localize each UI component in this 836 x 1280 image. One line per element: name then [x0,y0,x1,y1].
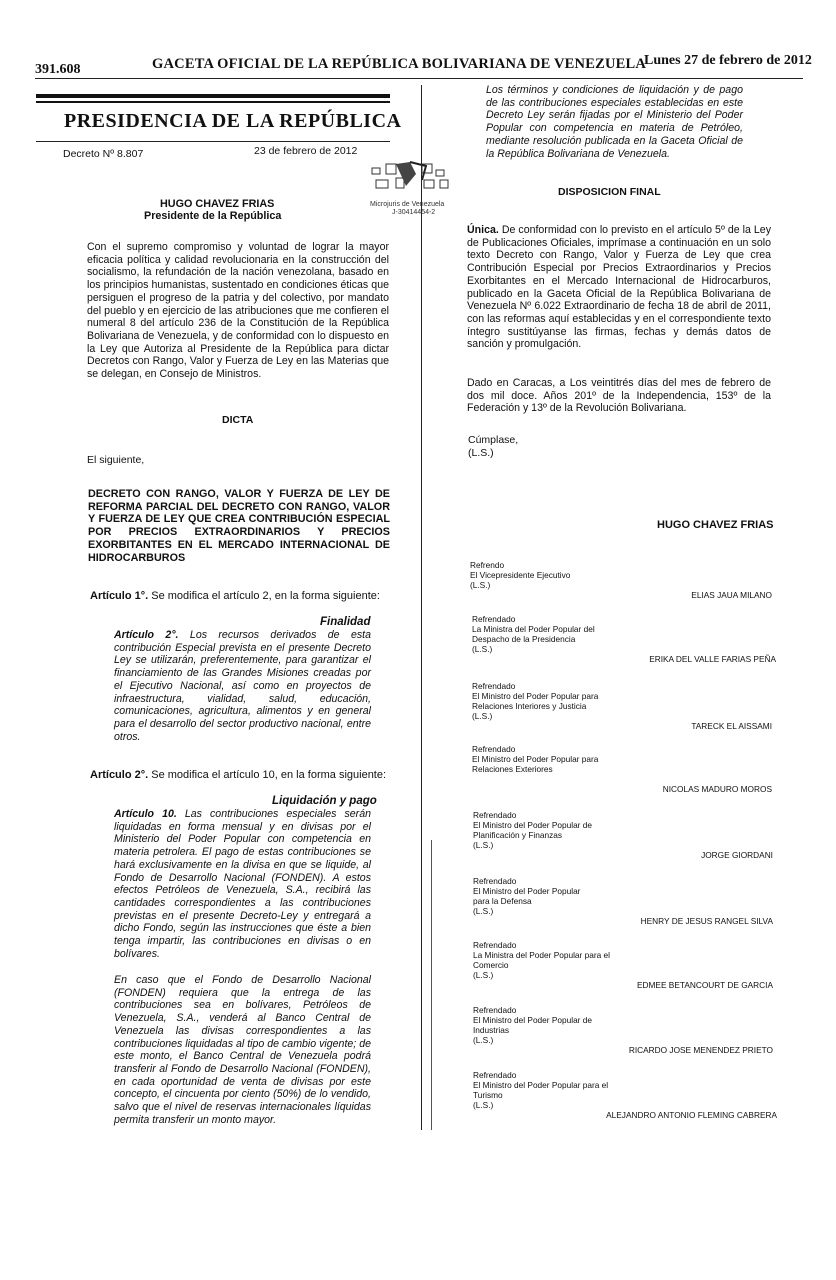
decree-number: Decreto Nº 8.807 [63,148,144,160]
cumplase: Cúmplase, [468,434,519,446]
article-2-intro: Artículo 2°. Se modifica el artículo 10, en la forma siguiente: [90,769,387,781]
section-rule-bottom [36,141,390,142]
stamp-caption: Microjuris de Venezuela J-30414454-2 [370,201,445,216]
section-title: PRESIDENCIA DE LA REPÚBLICA [64,110,402,132]
article-2-body-1: Artículo 10. Las contribuciones especiales serán liquidadas en forma mensual y en divisas por el Ministerio del Poder Popular con competencia en materia petrolera. El pago de estas contribuciones se hará exclusivamente en la divisa en que se liquide, al Fondo de Desarrollo Nacional (FONDEN). A estos efectos Petróleos de Venezuela, S.A., recibirá las cantidades correspondientes a las contribuciones previstas en el presente Decreto-Ley y entregará a dicho Fondo, según las instrucciones que éste a bien tenga impartir, las contribuciones en divisas o en bolívares. [114,808,371,960]
preamble: Con el supremo compromiso y voluntad de lograr la mayor eficacia política y calidad revolucionaria en la construcción del socialismo, la refundación de la nación venezolana, basado en los principios humanistas, sustentado en condiciones éticas que persiguen el progreso de la patria y del colectivo, por mandato del pueblo y en ejercicio de las atribuciones que me confieren el numeral 8 del artículo 236 de la Constitución de la República Bolivariana de Venezuela, y de conformidad con lo dispuesto en la Ley que Autoriza al Presidente de la República para dictar Decretos con Rango, Valor y Fuerza de Ley en las Materias que se delegan, en Consejo de Ministros. [87,241,389,381]
countersignature: Refrendado El Ministro del Poder Popular de Industrias (L.S.) RICARDO JOSE MENENDEZ PRIETO [473,1005,773,1055]
column-divider [421,85,422,1130]
article-1-heading: Finalidad [320,616,371,628]
el-siguiente: El siguiente, [87,454,145,466]
countersignature: Refrendado El Ministro del Poder Popular para Relaciones Interiores y Justicia (L.S.) TARECK EL AISSAMI [472,681,772,731]
column-divider-secondary [431,840,432,1130]
article-2-body-2: En caso que el Fondo de Desarrollo Nacional (FONDEN) requiera que la entrega de las contribuciones sea en bolívares, Petróleos de Venezuela, S.A., venderá al Banco Central de Venezuela las divisas correspondientes a las contribuciones liquidadas al tipo de cambio vigente; de este monto, el Banco Central de Venezuela podrá transferir al Fondo de Desarrollo Nacional (FONDEN), en cada oportunidad de venta de divisas por este concepto, el cincuenta por ciento (50%) de lo vendido, salvo que el nivel de reservas internacionales líquidas permita transferir un monto mayor. [114,974,371,1126]
countersignature: Refrendado El Ministro del Poder Popular para la Defensa (L.S.) HENRY DE JESUS RANGEL SILVA [473,876,773,926]
countersignature: Refrendado El Ministro del Poder Popular de Planificación y Finanzas (L.S.) JORGE GIORDANI [473,810,773,860]
countersignature: Refrendado La Ministra del Poder Popular para el Comercio (L.S.) EDMEE BETANCOURT DE GARCIA [473,940,773,990]
gazette-title: GACETA OFICIAL DE LA REPÚBLICA BOLIVARIANA DE VENEZUELA [152,56,647,72]
countersignature: Refrendado El Ministro del Poder Popular para Relaciones Exteriores NICOLAS MADURO MOROS [472,744,772,794]
article-1-body: Artículo 2°. Los recursos derivados de esta contribución Especial prevista en el presente Decreto Ley se utilizarán, preferentemente, para garantizar el financiamiento de las Grandes Misiones creadas por el Ejecutivo Nacional, así como en proyectos de infraestructura, vialidad, salud, educación, comunicaciones, agricultura, alimentos y en general para el desarrollo del sector productivo nacional, entre otros. [114,629,371,743]
article-2-body-3: Los términos y condiciones de liquidación y de pago de las contribuciones especiales establecidas en este Decreto Ley serán fijadas por el Ministerio del Poder Popular con competencia en materia de Petróleo, mediante resolución publicada en la Gaceta Oficial de la República Bolivariana de Venezuela. [486,84,743,160]
president-name: HUGO CHAVEZ FRIAS [160,198,275,210]
ls-seal-mark: (L.S.) [468,447,494,459]
dado-en-caracas: Dado en Caracas, a Los veintitrés días del mes de febrero de dos mil doce. Años 201º de la Independencia, 153º de la Federación y 13º de la Revolución Bolivariana. [467,377,771,415]
final-provision-heading: DISPOSICION FINAL [558,186,661,198]
gazette-date: Lunes 27 de febrero de 2012 [644,53,812,68]
president-title: Presidente de la República [144,210,282,222]
dicta-heading: DICTA [222,414,254,426]
unica-provision: Única. De conformidad con lo previsto en el artículo 5º de la Ley de Publicaciones Oficiales, imprímase a continuación en un solo texto Decreto con Rango, Valor y Fuerza de Ley que crea Contribución Especial por Precios Extraordinarios y Precios Exorbitantes en el Mercado Internacional de Hidrocarburos, publicado en la Gaceta Oficial de la República Bolivariana de Venezuela Nº 6.022 Extraordinario de fecha 18 de abril de 2011, con las reformas aquí establecidas y en el correspondiente texto íntegro sustitúyanse las firmas, fechas y demás datos de sanción y promulgación. [467,224,771,351]
section-rule-thin [36,101,390,103]
countersignature: Refrendado La Ministra del Poder Popular del Despacho de la Presidencia (L.S.) ERIKA DEL VALLE FARIAS PEÑA [472,614,776,664]
countersignature: Refrendado El Ministro del Poder Popular para el Turismo (L.S.) ALEJANDRO ANTONIO FLEMING CABRERA [473,1070,777,1120]
law-title: DECRETO CON RANGO, VALOR Y FUERZA DE LEY DE REFORMA PARCIAL DEL DECRETO CON RANGO, VALOR Y FUERZA DE LEY QUE CREA CONTRIBUCIÓN ESPECIAL POR PRECIOS EXTRAORDINARIOS Y PRECIOS EXORBITANTES EN EL MERCADO INTERNACIONAL DE HIDROCARBUROS [88,488,390,564]
header-rule [35,78,803,79]
page-number: 391.608 [35,62,81,77]
article-1-intro: Artículo 1°. Se modifica el artículo 2, en la forma siguiente: [90,590,380,602]
article-2-heading: Liquidación y pago [272,795,377,807]
countersignature: Refrendo El Vicepresidente Ejecutivo (L.S.) ELIAS JAUA MILANO [470,560,772,600]
signature-name: HUGO CHAVEZ FRIAS [657,519,774,531]
decree-date: 23 de febrero de 2012 [254,145,358,157]
section-rule-thick [36,94,390,98]
